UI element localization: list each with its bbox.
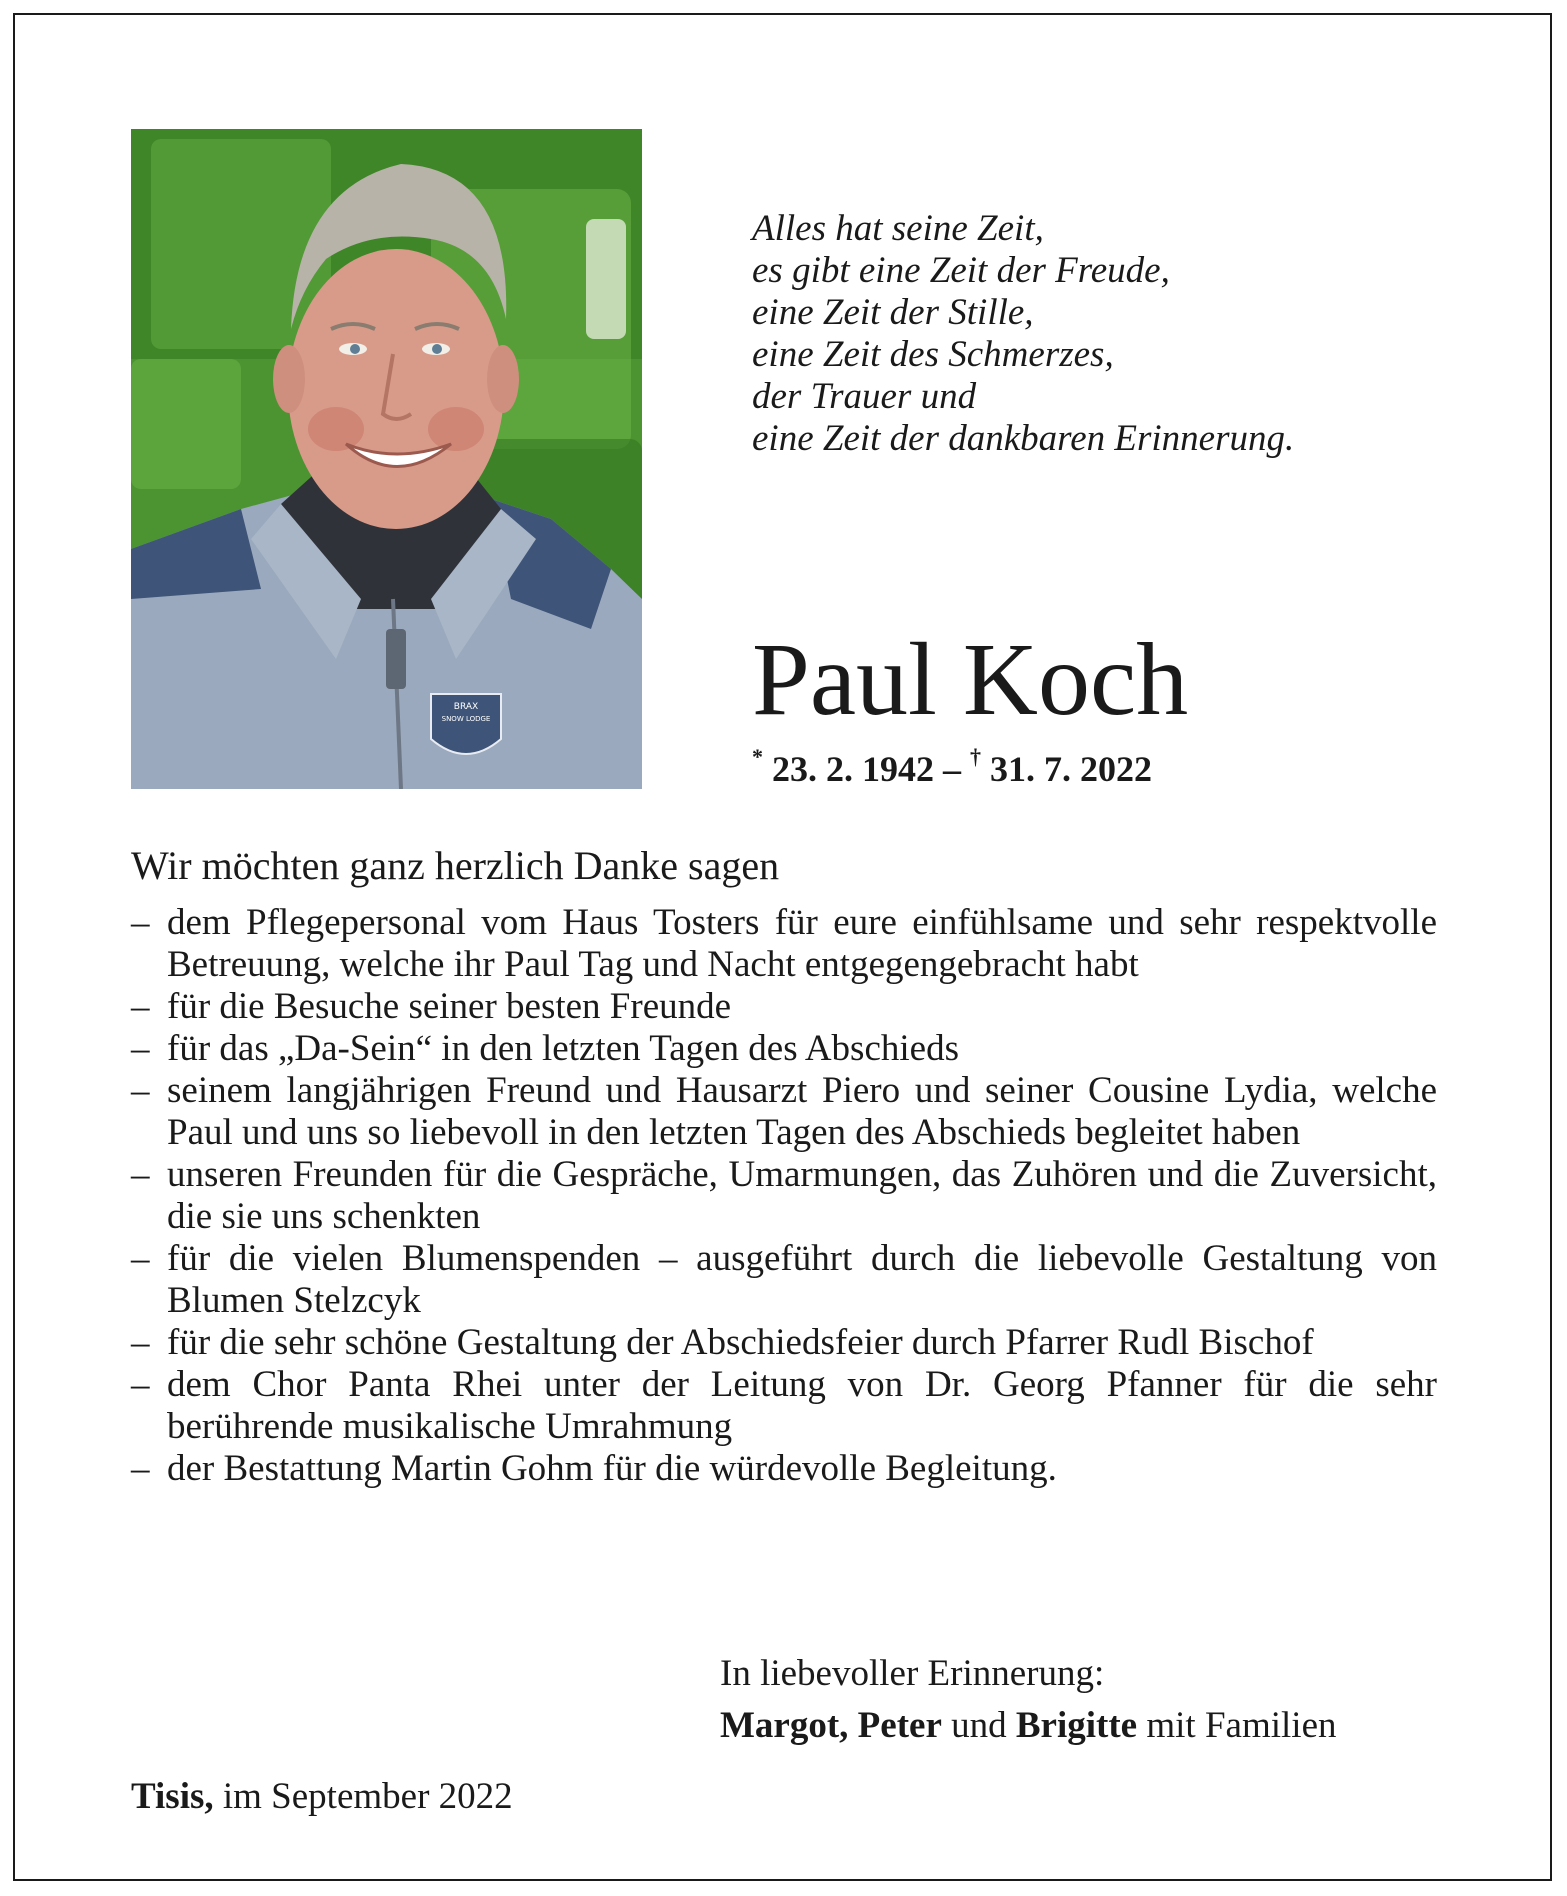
list-dash: –: [131, 986, 150, 1027]
poem-line: eine Zeit des Schmerzes,: [752, 334, 1114, 375]
list-item: [131, 1448, 1437, 1490]
closing-block: [720, 1648, 1337, 1752]
poem-line: der Trauer und: [752, 376, 977, 417]
poem-line: eine Zeit der dankbaren Erinnerung.: [752, 418, 1295, 459]
life-dates: [752, 744, 1152, 790]
poem-line: eine Zeit der Stille,: [752, 292, 1034, 333]
list-item-text: für das „Da-Sein“ in den letzten Tagen des Abschieds: [167, 1028, 959, 1069]
poem: [752, 208, 1294, 460]
list-item: [131, 1364, 1437, 1448]
list-item-text: der Bestattung Martin Gohm für die würdevolle Begleitung.: [167, 1448, 1057, 1489]
list-dash: –: [131, 1448, 150, 1489]
deceased-name: Paul Koch: [752, 622, 1189, 737]
photo-logo-line1: BRAX: [453, 702, 479, 712]
list-item: [131, 1238, 1437, 1322]
signatory-name: Peter: [857, 1705, 942, 1746]
list-dash: –: [131, 1154, 150, 1195]
list-item: [131, 1028, 1437, 1070]
poem-line: es gibt eine Zeit der Freude,: [752, 250, 1170, 291]
list-item-text: für die Besuche seiner besten Freunde: [167, 986, 732, 1027]
list-item: [131, 986, 1437, 1028]
portrait-photo: [131, 129, 642, 789]
thanks-heading: Wir möchten ganz herzlich Danke sagen: [131, 843, 780, 888]
list-item-text: dem Pflegepersonal vom Haus Tosters für eure einfühlsame und sehr respektvolle Betreuung, welche ihr Paul Tag und Nacht entgegengebracht habt: [167, 902, 1437, 985]
place-town: Tisis,: [131, 1776, 214, 1817]
list-item-text: dem Chor Panta Rhei unter der Leitung von Dr. Georg Pfanner für die sehr berührende musikalische Umrahmung: [167, 1364, 1437, 1447]
list-dash: –: [131, 902, 150, 943]
list-item-text: für die vielen Blumenspenden – ausgeführt durch die liebevolle Gestaltung von Blumen Stelzcyk: [167, 1238, 1437, 1321]
poem-line: Alles hat seine Zeit,: [752, 208, 1044, 249]
death-date: 31. 7. 2022: [990, 749, 1152, 789]
place-date: im September 2022: [222, 1776, 513, 1817]
list-item-text: seinem langjährigen Freund und Hausarzt Piero und seiner Cousine Lydia, welche Paul und uns so liebevoll in den letzten Tagen des Abschieds begleitet haben: [167, 1070, 1437, 1153]
birth-symbol: *: [752, 744, 763, 769]
list-dash: –: [131, 1070, 150, 1111]
closing-signatories: [720, 1700, 1337, 1752]
photo-logo-line2: SNOW LODGE: [441, 715, 491, 723]
signatory-joiner: und: [951, 1705, 1007, 1746]
list-dash: –: [131, 1364, 150, 1405]
list-item: [131, 902, 1437, 986]
list-item: [131, 1070, 1437, 1154]
place-and-date: [131, 1775, 513, 1818]
birth-date: 23. 2. 1942: [772, 749, 934, 789]
death-symbol: †: [970, 744, 981, 769]
thanks-list: [131, 902, 1437, 1490]
list-dash: –: [131, 1028, 150, 1069]
signatory-name: Brigitte: [1015, 1705, 1138, 1746]
list-item: [131, 1154, 1437, 1238]
list-dash: –: [131, 1322, 150, 1363]
list-item-text: unseren Freunden für die Gespräche, Umarmungen, das Zuhören und die Zuversicht, die sie uns schenkten: [167, 1154, 1437, 1237]
date-separator: –: [943, 749, 961, 789]
closing-intro: In liebevoller Erinnerung:: [720, 1653, 1105, 1694]
list-item: [131, 1322, 1437, 1364]
list-item-text: für die sehr schöne Gestaltung der Abschiedsfeier durch Pfarrer Rudl Bischof: [167, 1322, 1314, 1363]
signatory-suffix: mit Familien: [1146, 1705, 1337, 1746]
list-dash: –: [131, 1238, 150, 1279]
signatory-name: Margot,: [720, 1705, 849, 1746]
